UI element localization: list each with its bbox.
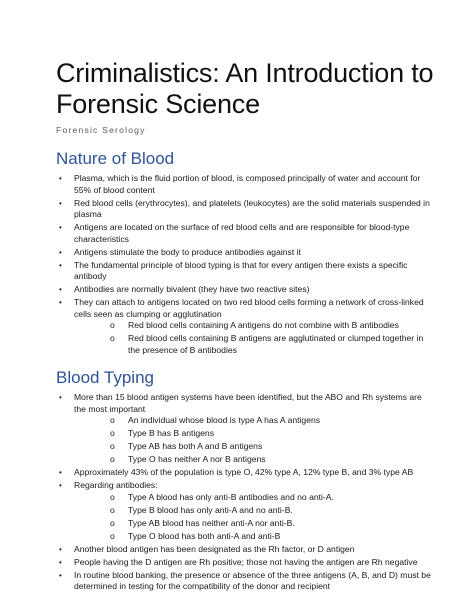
bullet-icon: • (59, 198, 62, 208)
list-item-text: Plasma, which is the fluid portion of blood, is composed principally of water and account for 55% of blood content (74, 173, 421, 195)
sub-list-item (74, 531, 434, 543)
bullet-icon: • (59, 557, 62, 567)
list-item (56, 222, 434, 245)
sub-list (74, 492, 434, 543)
sub-bullet-icon: o (110, 517, 115, 528)
section-heading-nature-of-blood: Nature of Blood (56, 149, 175, 168)
document-subtitle: Forensic Serology (56, 125, 146, 135)
list-item (56, 297, 434, 356)
list-item (56, 173, 434, 196)
nature-of-blood-list (56, 173, 434, 356)
sub-list-item (74, 428, 434, 440)
list-item (56, 570, 434, 593)
sub-bullet-icon: o (110, 504, 115, 515)
sub-list-item (74, 518, 434, 530)
sub-list (74, 415, 434, 466)
sub-list-item (74, 454, 434, 466)
bullet-icon: • (59, 468, 62, 477)
list-item (56, 198, 434, 221)
sub-list-item-text: Type B blood has only anti-A and no anti-B. (128, 504, 293, 515)
bullet-icon: • (59, 285, 62, 294)
sub-bullet-icon: o (110, 491, 115, 502)
sub-list (74, 320, 434, 356)
list-item (56, 284, 434, 296)
section-heading-blood-typing: Blood Typing (56, 368, 154, 387)
list-item-text: More than 15 blood antigen systems have been identified, but the ABO and Rh systems are the most important (74, 392, 422, 414)
list-item (56, 392, 434, 466)
sub-list-item (74, 492, 434, 504)
sub-list-item-text: Type O has neither A nor B antigens (128, 454, 266, 464)
sub-list-item-text: Red blood cells containing B antigens are agglutinated or clumped together in the presence of B antibodies (128, 333, 424, 355)
sub-bullet-icon: o (110, 530, 115, 541)
sub-list-item-text: Type AB blood has neither anti-A nor anti-B. (128, 517, 295, 528)
sub-list-item (74, 505, 434, 517)
sub-bullet-icon: o (110, 454, 115, 464)
bullet-icon: • (59, 260, 62, 270)
list-item-text: They can attach to antigens located on two red blood cells forming a network of cross-linked cells seen as clumping or agglutination (74, 297, 424, 319)
list-item-text: Approximately 43% of the population is type O, 42% type A, 12% type B, and 3% type AB (74, 467, 414, 477)
list-item (56, 557, 434, 569)
blood-typing-list (56, 392, 434, 593)
bullet-icon: • (59, 298, 62, 307)
list-item-text: Red blood cells (erythrocytes), and platelets (leukocytes) are the solid materials suspended in plasma (74, 197, 430, 219)
sub-list-item (74, 320, 434, 332)
list-item-text: Another blood antigen has been designated as the Rh factor, or D antigen (74, 543, 355, 554)
sub-list-item-text: Type AB has both A and B antigens (128, 441, 263, 451)
list-item (56, 260, 434, 283)
sub-bullet-icon: o (110, 428, 115, 438)
sub-list-item-text: Type O blood has both anti-A and anti-B (128, 530, 281, 541)
list-item-text: Regarding antibodies: (74, 480, 158, 490)
sub-list-item-text: An individual whose blood is type A has A antigens (128, 415, 321, 425)
list-item-text: People having the D antigen are Rh positive; those not having the antigen are Rh negative (74, 556, 418, 567)
list-item (56, 480, 434, 542)
sub-list-item-text: Type B has B antigens (128, 428, 214, 438)
sub-bullet-icon: o (110, 333, 115, 343)
list-item-text: Antibodies are normally bivalent (they have two reactive sites) (74, 284, 310, 294)
bullet-icon: • (59, 247, 62, 257)
sub-list-item (74, 441, 434, 453)
sub-bullet-icon: o (110, 320, 115, 330)
document-title: Criminalistics: An Introduction to Forensic Science (56, 58, 434, 119)
sub-list-item (74, 415, 434, 427)
list-item (56, 247, 434, 259)
list-item-text: The fundamental principle of blood typing is that for every antigen there exists a specific antibody (74, 259, 408, 281)
sub-list-item-text: Type A blood has only anti-B antibodies and no anti-A. (128, 491, 334, 502)
list-item (56, 544, 434, 556)
bullet-icon: • (59, 223, 62, 232)
bullet-icon: • (59, 174, 62, 183)
list-item-text: Antigens stimulate the body to produce antibodies against it (74, 246, 301, 257)
list-item-text: In routine blood banking, the presence or absence of the three antigens (A, B, and D) must be determined in testing for the compatibility of the donor and recipient (74, 569, 431, 591)
bullet-icon: • (59, 544, 62, 554)
sub-bullet-icon: o (110, 441, 115, 451)
bullet-icon: • (59, 481, 62, 490)
bullet-icon: • (59, 393, 62, 402)
list-item (56, 467, 434, 479)
sub-list-item-text: Red blood cells containing A antigens do not combine with B antibodies (128, 320, 399, 330)
list-item-text: Antigens are located on the surface of red blood cells and are responsible for blood-type characteristics (74, 222, 410, 244)
sub-bullet-icon: o (110, 415, 115, 425)
bullet-icon: • (59, 570, 62, 580)
sub-list-item (74, 333, 434, 356)
